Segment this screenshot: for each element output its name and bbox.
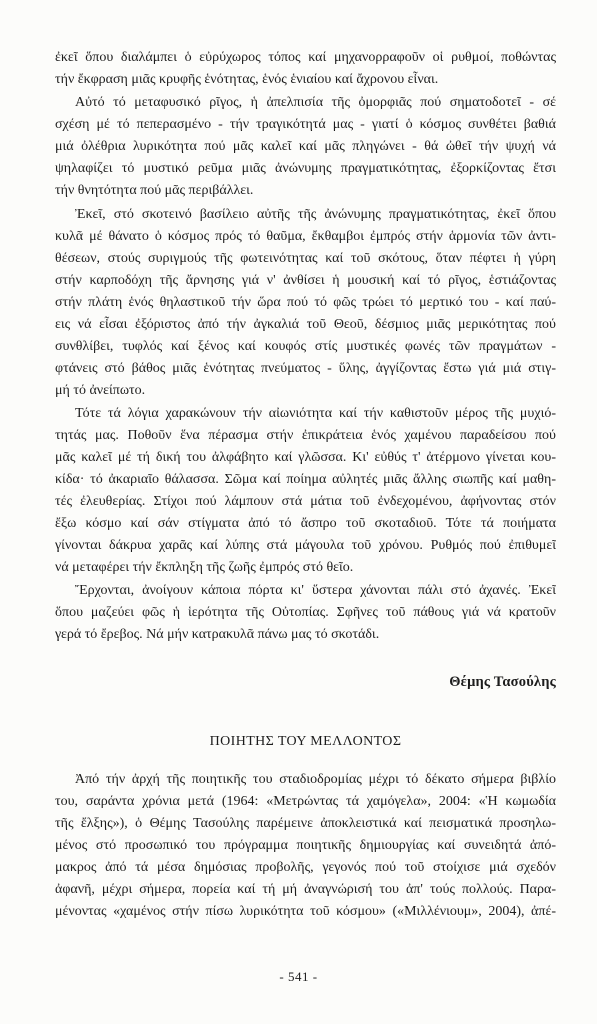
essay-text (55, 47, 556, 646)
text-line: τήν ἔκφραση μιᾶς κρυφῆς ἑνότητας, ἑνός ἑνιαίου καί ἄχρονου εἶναι. (55, 72, 439, 87)
text-line: Αὐτό τό μεταφυσικό ρῖγος, ἡ ἀπελπισία τῆς ὀμορφιᾶς πού σηματοδοτεῖ - σέ (75, 95, 556, 111)
text-line: γερά τό ἔρεβος. Νά μήν κατρακυλᾶ πάνω μας τό σκοτάδι. (55, 627, 380, 642)
paragraph (55, 204, 556, 402)
text-line: Ἔρχονται, ἀνοίγουν κάποια πόρτα κι' ὕστερα χάνονται πάλι στό ἀχανές. Ἐκεῖ (75, 583, 556, 598)
text-line: φτάνεις στό βάθος μιᾶς ἑνότητας πνεύματος - ὕλης, ἀγγίζοντας ἔστω γιά μιά στιγ- (55, 360, 556, 376)
text-line: Ἐκεῖ, στό σκοτεινό βασίλειο αὐτῆς τῆς ἀνώνυμης πραγματικότητας, ἐκεῖ ὅπου (75, 206, 556, 222)
text-line: μή τό ἀνείπωτο. (55, 382, 146, 398)
text-line: Ἀπό τήν ἀρχή τῆς ποιητικῆς του σταδιοδρομίας μέχρι τό δέκατο σήμερα βιβλίο (75, 772, 556, 787)
text-line: μακρος ἀπό τά μέσα δημόσιας προβολῆς, γεγονός πού τοῦ στοίχισε μιά σχεδόν (55, 860, 556, 875)
text-line: γίνονται δάκρυα χαρᾶς καί λύπης στά μάγουλα τοῦ χρόνου. Ρυθμός πού ἐπιθυμεῖ (55, 537, 556, 553)
text-line: ἔξω κόσμο καί σάν στίγματα ἀπό τό ἄσπρο τοῦ σκοταδιοῦ. Τότε τά ποιήματα (55, 515, 556, 531)
paragraph (55, 92, 556, 202)
text-line: ὅπου μαζεύει φῶς ἡ ἱερότητα τῆς Οὐτοπίας. Σφῆνες τοῦ πάθους γιά νά κρατοῦν (55, 605, 556, 620)
page-number: - 541 - (279, 969, 318, 984)
text-line: ἐκεῖ ὅπου διαλάμπει ὁ εὐρύχωρος τόπος καί μηχανορραφοῦν οἱ ρυθμοί, ποθώντας (55, 50, 556, 65)
text-line: τήν θνητότητα πού μᾶς περιβάλλει. (55, 183, 254, 199)
text-line: μᾶς καλεῖ μέ τή δική του ἀλφάβητο καί γλῶσσα. Κι' εὐθύς τ' ἀτέρμονο γίνεται κου- (55, 449, 556, 465)
author-signature: Θέμης Τασούλης (449, 674, 556, 690)
paragraph (55, 769, 556, 923)
section-heading: ΠΟΙΗΤΗΣ ΤΟΥ ΜΕΛΛΟΝΤΟΣ (209, 734, 402, 749)
review-text (55, 769, 556, 923)
text-line: συνθλίβει, τυφλός καί ξένος καί κουφός στίς μυστικές φωνές τῶν πραγμάτων - (55, 338, 556, 354)
paragraph (55, 47, 556, 91)
text-line: στήν πλάτη ἑνός θηλαστικοῦ τήν ὥρα πού τό φῶς τρώει τό μερτικό του - καί παύ- (55, 294, 556, 310)
text-line: ἀφανῆ, μέχρι σήμερα, πορεία καί τή μή ἀναγνώρισή του ἀπ' τούς πολλούς. Παρα- (55, 882, 556, 897)
text-line: σχέση μέ τό πεπερασμένο - τήν τραγικότητά μας - γιατί ὁ κόσμος συνθέτει βαθιά (55, 117, 556, 133)
paragraph (55, 403, 556, 579)
text-line: στήν καρποδόχη τῆς ἄρνησης γιά ν' ἀνθίσει ἡ μουσική καί τό ρῖγος, ἑστιάζοντας (55, 272, 556, 288)
text-line: μένος στό προσωπικό του πρόγραμμα ποιητικῆς δημιουργίας καί συνειδητά ἀπό- (55, 838, 556, 853)
text-line: του, σαράντα χρόνια μετά (1964: «Μετρώντας τά χαμόγελα», 2004: «Ἡ κωμωδία (55, 794, 556, 809)
text-line: εις νά εἶσαι ἐξόριστος ἀπό τήν ἀγκαλιά τοῦ Θεοῦ, δέσμιος μιᾶς μερικότητας πού (55, 316, 556, 332)
text-line: κυλᾶ μέ θάνατο ὁ κόσμος πρός τό θαῦμα, ἔκθαμβοι ἐμπρός στήν ἁρμονία τῶν ἀντι- (55, 228, 556, 244)
text-line: τητάς μας. Ποθοῦν ἕνα πέρασμα στήν ἐπικράτεια ἑνός χαμένου παραδείσου πού (55, 427, 556, 443)
text-line: μιά ὀλέθρια λυρικότητα πού μᾶς καλεῖ καί μᾶς πληγώνει - θά ὠθεῖ τήν ψυχή νά (55, 139, 556, 155)
text-line: μένοντας «χαμένος στήν πίσω λυρικότητα τοῦ κόσμου» («Μιλλένιουμ», 2004), ἀπέ- (55, 904, 556, 919)
text-line: Τότε τά λόγια χαρακώνουν τήν αἰωνιότητα καί τήν καθιστοῦν μέρος τῆς μυχιό- (75, 405, 556, 421)
text-line: τές ἐλευθερίας. Στίχοι πού λάμπουν στά μάτια τοῦ ἐνδεχομένου, ἀφήνοντας στόν (55, 493, 556, 509)
text-line: τῆς ἔλξης»), ὁ Θέμης Τασούλης παρέμεινε ἀποκλειστικά καί πεισματικά προσηλω- (55, 816, 556, 831)
text-line: ψηλαφίζει τό μυστικό ρεῦμα μιᾶς ἀνώνυμης πραγματικότητας, ἐξορκίζοντας ἔτσι (55, 161, 556, 177)
text-line: νά μεταφέρει τήν ἔκπληξη τῆς ζωῆς ἐμπρός στό θεῖο. (55, 559, 354, 575)
text-line: θέσεων, στούς συριγμούς τῆς φωτεινότητας καί τοῦ σκότους, ὅταν πέφτει ἡ γύρη (55, 250, 556, 266)
text-line: κίδα· τό ἀκαριαῖο θάλασσα. Σῶμα καί ποίημα αὐλητές μιᾶς ἄλλης σιωπῆς καί μαθη- (55, 471, 556, 487)
paragraph (55, 580, 556, 646)
